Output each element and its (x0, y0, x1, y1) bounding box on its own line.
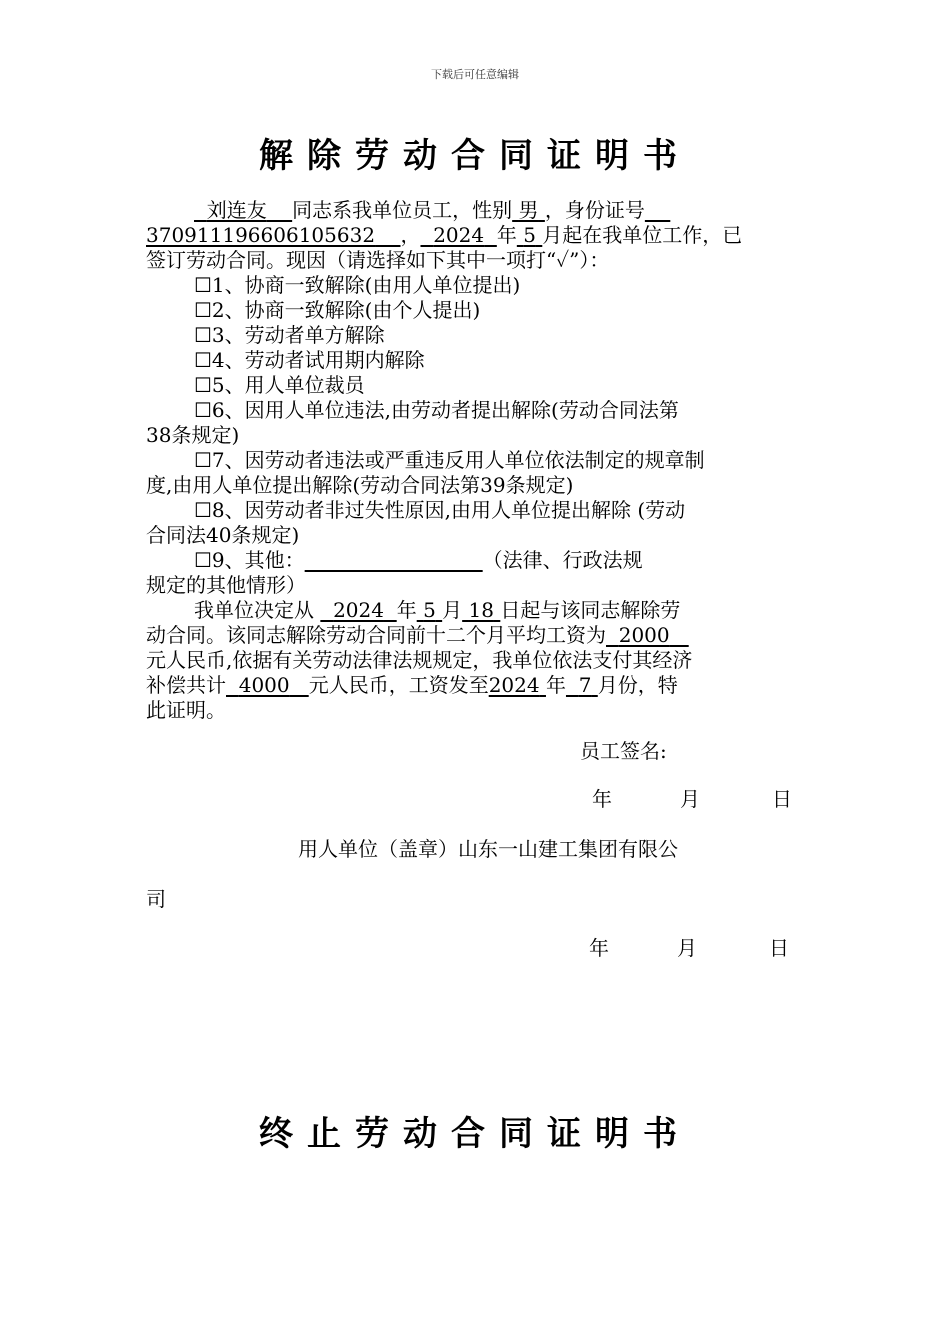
average-salary: 2000 (618, 623, 670, 647)
option-4: ☐4、劳动者试用期内解除 (194, 348, 425, 372)
date-year-label: 年 (592, 787, 612, 811)
option-9-label: ☐9、其他： (194, 548, 305, 572)
employee-signature-label: 员工签名: (580, 739, 667, 763)
id-number: 370911196606105632 (146, 223, 376, 247)
second-document-title: 终止劳动合同证明书 (259, 1114, 691, 1154)
employer-seal-label-wrap: 司 (146, 887, 166, 911)
start-month: 5 (523, 223, 536, 247)
decision-text: 补偿共计 (146, 673, 226, 697)
intro-line-1 (146, 198, 806, 223)
option-3: ☐3、劳动者单方解除 (194, 323, 385, 347)
id-blank (645, 198, 670, 222)
end-year: 2024 (333, 598, 384, 622)
pay-month: 7 (578, 673, 592, 697)
decision-text: 年 (545, 673, 566, 697)
option-9-note: （法律、行政法规 (482, 548, 643, 572)
date-day-label: 日 (772, 787, 792, 811)
header-note: 下载后可任意编辑 (431, 68, 519, 81)
other-reason-blank (305, 548, 483, 572)
compensation-amount: 4000 (238, 673, 290, 697)
option-8-line-1: ☐8、因劳动者非过失性原因,由用人单位提出解除 (劳动 (194, 498, 686, 522)
decision-line-4 (146, 673, 806, 698)
option-9-line-2: 规定的其他情形） (146, 573, 306, 597)
date-month-label: 月 (677, 936, 697, 960)
decision-text: 月份，特 (597, 673, 678, 697)
decision-text: 月 (442, 598, 463, 622)
start-year: 2024 (433, 223, 485, 247)
option-2: ☐2、协商一致解除(由个人提出) (194, 298, 481, 322)
intro-line-2 (146, 223, 806, 248)
decision-text: 我单位决定从 (194, 598, 314, 622)
decision-line-5: 此证明。 (146, 698, 226, 722)
intro-text: ，身份证号 (544, 198, 645, 222)
option-1: ☐1、协商一致解除(由用人单位提出) (194, 273, 521, 297)
end-month: 5 (423, 598, 436, 622)
intro-text: 同志系我单位员工，性别 (292, 198, 513, 222)
end-day: 18 (468, 598, 494, 622)
document-title: 解除劳动合同证明书 (259, 136, 691, 176)
intro-text: 月起在我单位工作，已 (542, 223, 743, 247)
date-year-label: 年 (589, 936, 609, 960)
decision-text: 日起与该同志解除劳 (500, 598, 681, 622)
employer-seal-label: 用人单位（盖章）山东一山建工集团有限公 (298, 837, 678, 861)
decision-text: 元人民币，工资发至 (308, 673, 489, 697)
date-day-label: 日 (769, 936, 789, 960)
gender-value: 男 (518, 198, 539, 222)
decision-line-2 (146, 623, 806, 648)
option-6-line-1: ☐6、因用人单位违法,由劳动者提出解除(劳动合同法第 (194, 398, 679, 422)
date-month-label: 月 (680, 787, 700, 811)
pay-year: 2024 (488, 673, 540, 697)
certificate-body (146, 198, 806, 723)
decision-text: 动合同。该同志解除劳动合同前十二个月平均工资为 (146, 623, 606, 647)
option-6-line-2: 38条规定) (146, 423, 240, 447)
option-9-line-1 (146, 548, 806, 573)
intro-text: 年 (496, 223, 517, 247)
decision-line-3: 元人民币,依据有关劳动法律法规规定，我单位依法支付其经济 (146, 648, 693, 672)
intro-text: ， (400, 223, 421, 247)
option-8-line-2: 合同法40条规定) (146, 523, 300, 547)
option-7-line-1: ☐7、因劳动者违法或严重违反用人单位依法制定的规章制 (194, 448, 705, 472)
option-5: ☐5、用人单位裁员 (194, 373, 365, 397)
intro-line-3: 签订劳动合同。现因（请选择如下其中一项打“✓”）： (146, 248, 610, 272)
option-7-line-2: 度,由用人单位提出解除(劳动合同法第39条规定) (146, 473, 574, 497)
decision-line-1 (146, 598, 806, 623)
decision-text: 年 (396, 598, 417, 622)
employee-name: 刘连友 (206, 198, 267, 222)
